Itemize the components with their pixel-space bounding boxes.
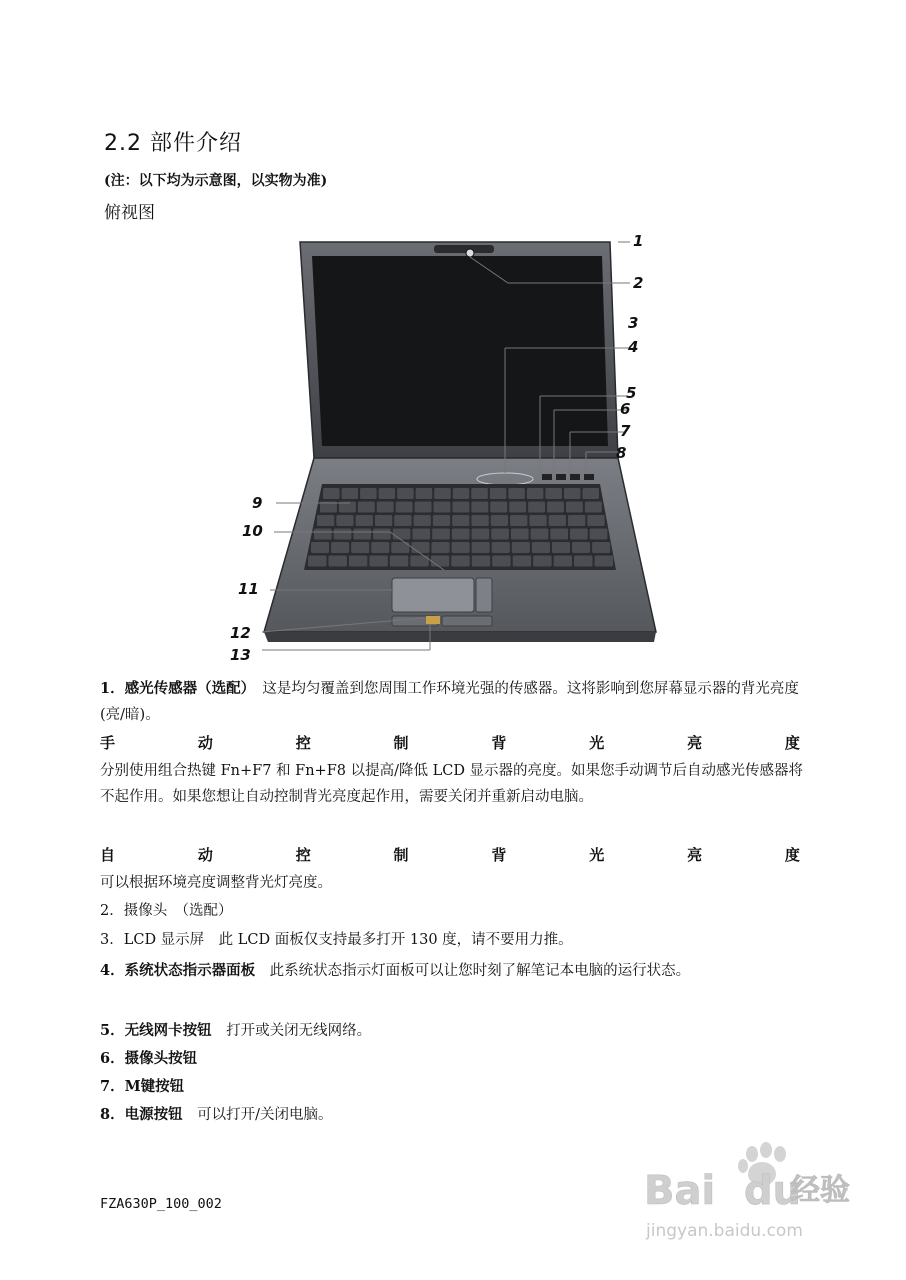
keyboard-key: [471, 488, 488, 499]
keyboard-key: [492, 542, 510, 553]
baidu-jingyan-watermark: [640, 1140, 860, 1250]
manual-chars-char: 背: [491, 734, 507, 752]
auto-chars-char: 度: [784, 846, 800, 864]
keyboard-key: [349, 556, 367, 567]
item-4-title: 4．系统状态指示器面板: [100, 962, 256, 979]
keyboard-key: [415, 502, 432, 513]
keyboard-key: [360, 488, 377, 499]
document-code: FZA630P_100_002: [100, 1196, 222, 1212]
keyboard-key: [590, 529, 608, 540]
keyboard-key: [545, 488, 562, 499]
item-5-title: 5．无线网卡按钮: [100, 1022, 212, 1039]
keyboard-key: [377, 502, 394, 513]
keyboard-key: [528, 502, 545, 513]
keyboard-key: [375, 515, 392, 526]
auto-chars-char: 背: [491, 846, 507, 864]
keyboard-key: [531, 529, 549, 540]
section-title: 2.2 部件介绍: [104, 131, 242, 156]
item-3-title: 3．LCD 显示屏: [100, 932, 205, 948]
item-4-text: 此系统状态指示灯面板可以让您时刻了解笔记本电脑的运行状态。: [255, 963, 691, 979]
manual-chars-char: 制: [393, 734, 409, 752]
item-2-camera: 2．摄像头 （选配）: [100, 903, 233, 919]
keyboard-key: [513, 556, 531, 567]
item-5-text: 打开或关闭无线网络。: [211, 1023, 372, 1039]
keyboard-key: [527, 488, 544, 499]
callout-11: 11: [238, 580, 259, 598]
keyboard-key: [574, 556, 592, 567]
item-4-description: [100, 958, 810, 984]
keyboard-key: [411, 542, 429, 553]
view-title: 俯视图: [104, 203, 155, 223]
keyboard-key: [512, 542, 530, 553]
keyboard-key: [342, 488, 359, 499]
keyboard-key: [550, 529, 568, 540]
keyboard-key: [472, 556, 490, 567]
keyboard-key: [433, 515, 450, 526]
keyboard-key: [582, 488, 599, 499]
auto-chars-char: 亮: [687, 846, 703, 864]
callout-4: 4: [628, 338, 639, 356]
keyboard-key: [529, 515, 546, 526]
keyboard-key: [396, 502, 413, 513]
keyboard-key: [452, 502, 469, 513]
keyboard-key: [358, 502, 375, 513]
keyboard-key: [510, 515, 527, 526]
keyboard-key: [431, 556, 449, 567]
keyboard-key: [508, 488, 525, 499]
keyboard-key: [328, 556, 346, 567]
keyboard-key: [314, 529, 332, 540]
keyboard-key: [452, 529, 470, 540]
watermark-brand-2: du: [744, 1168, 802, 1214]
keyboard-key: [491, 515, 508, 526]
auto-chars-char: 制: [393, 846, 409, 864]
keyboard-key: [334, 529, 352, 540]
callout-12: 12: [230, 624, 251, 642]
keyboard-key: [308, 556, 326, 567]
auto-chars-char: 动: [197, 846, 213, 864]
keyboard-key: [452, 515, 469, 526]
callout-9: 9: [252, 494, 263, 512]
callout-2: 2: [633, 274, 644, 292]
keyboard-key: [585, 502, 602, 513]
auto-chars-char: 控: [295, 846, 311, 864]
keyboard-key: [511, 529, 529, 540]
keyboard-key: [570, 529, 588, 540]
manual-chars-char: 手: [100, 734, 116, 752]
keyboard-key: [452, 542, 470, 553]
keyboard-key: [412, 529, 430, 540]
keyboard-key: [394, 515, 411, 526]
keyboard-key: [471, 515, 488, 526]
keyboard-key: [356, 515, 373, 526]
keyboard-key: [568, 515, 585, 526]
item-5-description: [100, 1018, 810, 1044]
keyboard-key: [393, 529, 411, 540]
keyboard-key: [434, 488, 451, 499]
keyboard-key: [432, 529, 450, 540]
item-8-text: 可以打开/关闭电脑。: [182, 1107, 333, 1123]
callout-3: 3: [628, 314, 639, 332]
item-1-text: 这是均匀覆盖到您周围工作环境光强的传感器。这将影响到您屏幕显示器的背光亮度 (亮/暗)。: [100, 681, 799, 723]
item-3-text: 此 LCD 面板仅支持最多打开 130 度，请不要用力推。: [204, 932, 573, 948]
keyboard-key: [490, 488, 507, 499]
item-8-title: 8．电源按钮: [100, 1106, 183, 1123]
keyboard-key: [547, 502, 564, 513]
keyboard-key: [549, 515, 566, 526]
keyboard-key: [552, 542, 570, 553]
callout-8: 8: [616, 444, 627, 462]
callout-6: 6: [620, 400, 631, 418]
item-1-description: [100, 676, 810, 728]
keyboard-key: [373, 529, 391, 540]
keyboard-key: [390, 556, 408, 567]
item-7-m-button: 7．M键按钮: [100, 1078, 185, 1095]
keyboard-key: [414, 515, 431, 526]
keyboard-key: [572, 542, 590, 553]
keyboard-key: [434, 502, 451, 513]
manual-chars-char: 光: [589, 734, 605, 752]
keyboard-key: [317, 515, 334, 526]
keyboard-key: [323, 488, 340, 499]
keyboard-key: [371, 542, 389, 553]
keyboard-key: [592, 542, 610, 553]
callout-10: 10: [242, 522, 263, 540]
manual-backlight-heading: [100, 730, 800, 756]
keyboard-key: [490, 502, 507, 513]
keyboard-key: [431, 542, 449, 553]
keyboard-key: [587, 515, 604, 526]
keyboard-key: [311, 542, 329, 553]
laptop-top-view-illustration: [230, 220, 670, 670]
manual-chars-char: 动: [197, 734, 213, 752]
manual-chars-char: 控: [295, 734, 311, 752]
auto-backlight-text: 可以根据环境亮度调整背光灯亮度。: [100, 875, 332, 891]
figure-note: (注：以下均为示意图，以实物为准): [104, 173, 328, 189]
keyboard-key: [533, 556, 551, 567]
item-3-description: [100, 927, 810, 953]
callout-7: 7: [620, 422, 631, 440]
keyboard-key: [369, 556, 387, 567]
callout-1: 1: [633, 232, 644, 250]
callout-5: 5: [626, 384, 637, 402]
keyboard-key: [379, 488, 396, 499]
auto-chars-char: 光: [589, 846, 605, 864]
keyboard-key: [554, 556, 572, 567]
keyboard-key: [564, 488, 581, 499]
item-1-title: 1．感光传感器（选配）: [100, 680, 248, 697]
keyboard-key: [472, 529, 490, 540]
keyboard-key: [336, 515, 353, 526]
manual-backlight-text: 分别使用组合热键 Fn+F7 和 Fn+F8 以提高/降低 LCD 显示器的亮度。如果您手动调节后自动感光传感器将不起作用。如果您想让自动控制背光亮度起作用，需要关闭并重新启动电脑。: [100, 763, 804, 805]
keyboard-key: [416, 488, 433, 499]
keyboard-key: [353, 529, 371, 540]
manual-chars-char: 亮: [687, 734, 703, 752]
keyboard-key: [451, 556, 469, 567]
keyboard-key: [532, 542, 550, 553]
item-8-description: [100, 1102, 810, 1128]
keyboard-key: [453, 488, 470, 499]
watermark-url: jingyan.baidu.com: [646, 1221, 803, 1241]
keyboard-key: [471, 502, 488, 513]
auto-backlight-heading: [100, 842, 800, 868]
auto-chars-char: 自: [100, 846, 116, 864]
keyboard-key: [472, 542, 490, 553]
keyboard-key: [397, 488, 414, 499]
keyboard-key: [509, 502, 526, 513]
watermark-brand: Bai: [644, 1168, 716, 1214]
watermark-cn: 经验: [790, 1173, 850, 1208]
keyboard-key: [351, 542, 369, 553]
callout-13: 13: [230, 646, 251, 664]
keyboard-key: [492, 556, 510, 567]
manual-chars-char: 度: [784, 734, 800, 752]
keyboard-key: [331, 542, 349, 553]
keyboard-key: [491, 529, 509, 540]
keyboard-key: [566, 502, 583, 513]
item-6-camera-button: 6．摄像头按钮: [100, 1050, 198, 1067]
keyboard-key: [595, 556, 613, 567]
